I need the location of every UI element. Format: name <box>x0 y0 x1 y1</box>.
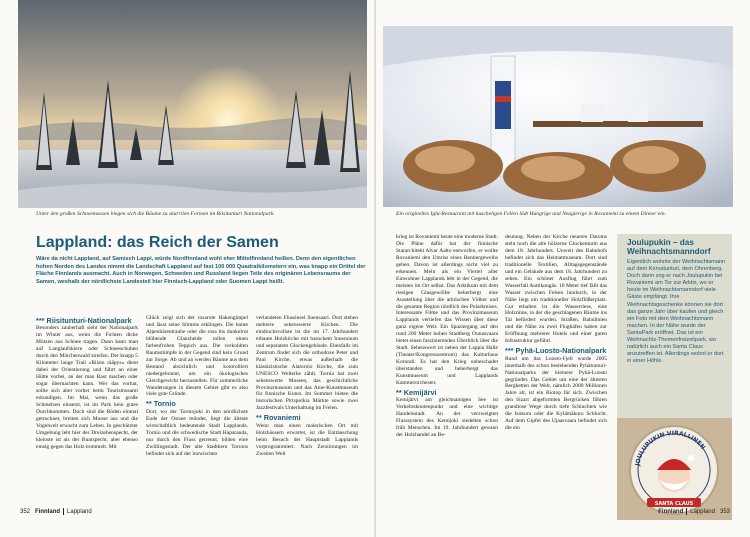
section-heading-tornio: ** Tornio <box>146 399 176 409</box>
body-text: Besonders zauberhaft sieht der Nationalpark im Winter aus, wenn die Fichten dicke Mützen aus Schnee tragen. Dann kann man auf Langlaufskiern oder Schneeschuhen durch den Märchenwald streifen. Der knapp 5 Kilometer lange Trail »Riisin rääpys« dient dabei der Orientierung und führt an einer Hütte vorbei, an der man Rast machen oder sogar übernachten kann. Wer das vorhat, sollte sich aber vorher beim Tourismusamt erkundigen. Im Mai, wenn das große Schmelzen einsetzt, ist im Park kein gutes Durchkommen. Doch sind die Böden einmal getrocknet, breiten sich Moose aus und die Vogelwelt erwacht zum Leben. In geschützter Umgebung lebt hier der Dreizehenspecht, der kleinste ist als der Buntspecht, aber ebenso emsig gegen das Holz trommelt. Mit <box>36 325 138 450</box>
igloo-restaurant-photo <box>383 26 733 207</box>
footer-country-left: Finnland <box>35 509 61 516</box>
page-gutter <box>374 0 376 537</box>
article-lead: Wäre da nicht Lappland, auf Samisch Lappi, würde Nordfinnland wohl eher Mittelfinnland heißen. Denn den eigentlichen hohen Norden des Landes nimmt die Landschaft Lappland auf fast 100 000 Quadratkilometern ein, was knapp ein Drittel der Fläche Finnlands ausmacht. Auch in Norwegen, Schweden und Russland liegen Teile des originären Lebensraums der Samen, weshalb der nördlichste Landesteil hier Finnisch-Lappland oder Suomen Lappi heißt. <box>36 256 366 286</box>
sidebar-text: Eigentlich wohnte der Weihnachtsmann auf dem Korvatunturi, dem Ohrenberg. Doch dann zog er nach Joulupukin bei Rovaniemi am Tor zur Arktis, wo er heute im Weihnachtsmanndorf viele Gäste empfängt. Ihre Weihnachtsgeschenke können sie dort das ganze Jahr über kaufen und gleich ein Foto mit dem Weihnachtsmann machen. In der Nähe wurde der SantaPark eröffnet. Das ist ein Weihnachts-Themenfreizeitpark, wo natürlich auch ein Santa Claus anzutreffen ist. Allerdings wohnt er dort in einer Höhle. <box>627 259 726 365</box>
text-column-1 <box>36 315 138 525</box>
text-column-3 <box>256 315 358 525</box>
snowy-forest-photo <box>18 0 367 208</box>
page-number-right: 353 <box>719 509 730 516</box>
santa-sign-photo <box>617 418 732 520</box>
body-text: deutung. Neben der Kirche neueren Datums steht noch die alte hölzerne Glockenturm aus dem 18. Jahrhundert. Unweit des Bahnhofs befindet sich das Heimatmuseum. Dort sind traditionelle Textilien, Alltagsgegenstände und ein Gebäude aus dem 18. Jahrhundert zu sehen. Ein schöner Ausflug führt zum Wasserfall Auttikongäs. 16 Meter tief fällt das Wasser zwischen Felsen hindurch, in der Nähe liegt ein traditioneller Holzflößerplatz. Gut erhalten ist die Wasserriese, eine Holzrinne, in der die geschlagenen Bäume ins Tal befördert wurden. Straßen, Bahnlinien und die Nähe zu zwei Flughäfen haben zur Eröffnung mehrerer Hotels und einer guten Infrastruktur geführt. <box>505 234 607 345</box>
footer-country-right: Finnland <box>658 509 684 516</box>
sidebar-box <box>617 234 732 520</box>
right-photo-caption: Ein originelles Iglu-Restaurant mit kuscheligen Fellen lädt Hungrige und Neugierige in Rovaniemi zu einem Dinner ein. <box>396 211 667 217</box>
footer-separator <box>63 508 64 515</box>
body-text: krieg ist Rovaniemi heute eine moderne Stadt. Die Pläne dafür hat der finnische Stararchitekt Alvar Aalto entworfen, er wollte Rovaniemi den Umriss eines Rentiergeweihs geben. Davon ist allerdings nicht viel zu erkennen. Mehr als ein Viertel aller Einwohner Lapplands lebt in der Gegend, die meisten im Ort selbst. Das Arktikum mit dem riesigen Glasgewölbe beherbergt eine Ausstellung über die arktischen Völker und die gesamte Region nördlich des Polarkreises. Interessante Filme und das Provinzmuseum Lapplands vertiefen das Wissen über diese ganz eigene Welt. Ein Spaziergang auf den rund 200 Meter hohen Stadtberg Ounasvaara bietet einen faszinierenden Überblick über die Stadt. Sehenswert ist neben der Lappia Halle (Theater/Kongresszentrum) das Kulturhaus Korundi. Es hat den Krieg unbeschadet überstanden und beherbergt das Kunstmuseum und Lapplands Kammerorchester. <box>396 234 498 387</box>
section-heading-pyha-luosto: *** Pyhä-Luosto-Nationalpark <box>505 346 607 356</box>
article-headline: Lappland: das Reich der Samen <box>36 234 279 251</box>
body-text: verlandeten Flussinsel Suensaari. Dort stehen mehrere sehenswerte Kirchen. Die eindrucksvollste ist die im 17. Jahrhundert erbaute Holzkirche mit barockem Innenraum und separatem Glockengebäude. Ebenfalls im Zentrum findet sich die orthodoxe Peter und Paul Kirche, etwas außerhalb die klassizistische Alatornio Kirche, die zum UNESCO Welterbe zählt. Tornio hat zwei sehenswerte Museen, das geschichtliche Provinzmuseum und das Aine-Kunstmuseum für finnische Kunst. Im Sommer bieten die historischen Pirtspolkia Märkte sowie zwei Jazzfestivals Unterhaltung im Freien. <box>256 315 358 412</box>
page-number-left: 352 <box>20 509 31 516</box>
body-text: Rund um das Luosto-Fjell wurde 2005 innerhalb des schon bestehenden Pyhätunturi-Nationalparks der kleinere Pyhä-Luosto gegründet. Das Gebiet um eine der ältesten Bergketten der Welt, nämlich 2000 Millionen Jahre alt, ist ein Biotop für sich. Zwischen den bizarr abgeformten Bergrücken führen grandiose Wege durch tiefe Schluchten wie die Isokuru oder die Kylämäkuru Schlucht. Auf dem Gipfel des Ujaasvaara befindet sich die ein <box>505 355 607 432</box>
footer-left <box>20 508 92 515</box>
footer-right <box>658 508 730 515</box>
footer-region-left: Lappland <box>67 509 92 516</box>
text-column-5 <box>505 234 607 524</box>
body-text: Glück zeigt sich der rosarote Hakengimpel und lässt seine Stimme erklingen. Die bunte Alpenbärentraube oder die rosa bis dunkelrot blühende Glanzheide rollen einen farbenfrohen Teppich aus. Die verkohlten Baumstümpfe in der Gegend sind kein Grund zur Sorge. Ab und an werden Bäume aus dem Bestand absichtlich und kontrolliert niedergebrannt, um ein ökologisches Gleichgewicht herzustellen. Für sommerliche Wanderungen in diesem Gebiet gibt es also viele gute Gründe. <box>146 315 248 398</box>
section-heading-rovaniemi: ** Rovaniemi <box>256 413 301 423</box>
sign-text-lower: SANTA CLAUS <box>654 501 694 507</box>
footer-separator <box>686 508 687 515</box>
text-column-4 <box>396 234 498 524</box>
body-text: Kemijärvi am gleichnamigen See ist Verkehrsknotenpunkt und eine wichtige Handelsstadt. An der verzweigten Flusssystem des Kemijoki siedelten schon früh Menschen. Im 19. Jahrhundert gewann der Holzhandel an Be- <box>396 397 498 439</box>
body-text: Dort, wo der Torniojoki in den nördlichste Ende der Ostsee mündet, liegt die älteste wirtschaftlich bedeutende Stadt Lapplands. Tornio und die schwedische Stadt Haparanda, nur durch den Fluss getrennt, bilden eine Zwillingsstadt. Der alte Stadtkern Tornios befindet sich auf der inzwischen <box>146 408 248 457</box>
body-text: Wenn man einen malerischen Ort mit Holzhäusern erwartet, ist die Enttäuschung beim Besuch der Hauptstadt Lapplands vorprogrammiert. Nach Zerstörungen im Zweiten Welt <box>256 422 358 457</box>
text-column-2 <box>146 315 248 525</box>
sign-text: JOULUPUKIN VIRALLINEN <box>634 429 707 467</box>
footer-region-right: Lappland <box>690 509 715 516</box>
section-heading-kemijarvi: ** Kemijärvi <box>396 387 437 397</box>
left-photo-caption: Unter den großen Schneemassen biegen sich die Bäume zu skurrilen Formen im Riisitunturi Nationalpark. <box>36 211 275 217</box>
section-heading-riisitunturi: *** Riisitunturi-Nationalpark <box>36 316 132 325</box>
sidebar-title: Joulupukin – das Weihnachtsmanndorf <box>627 238 711 256</box>
